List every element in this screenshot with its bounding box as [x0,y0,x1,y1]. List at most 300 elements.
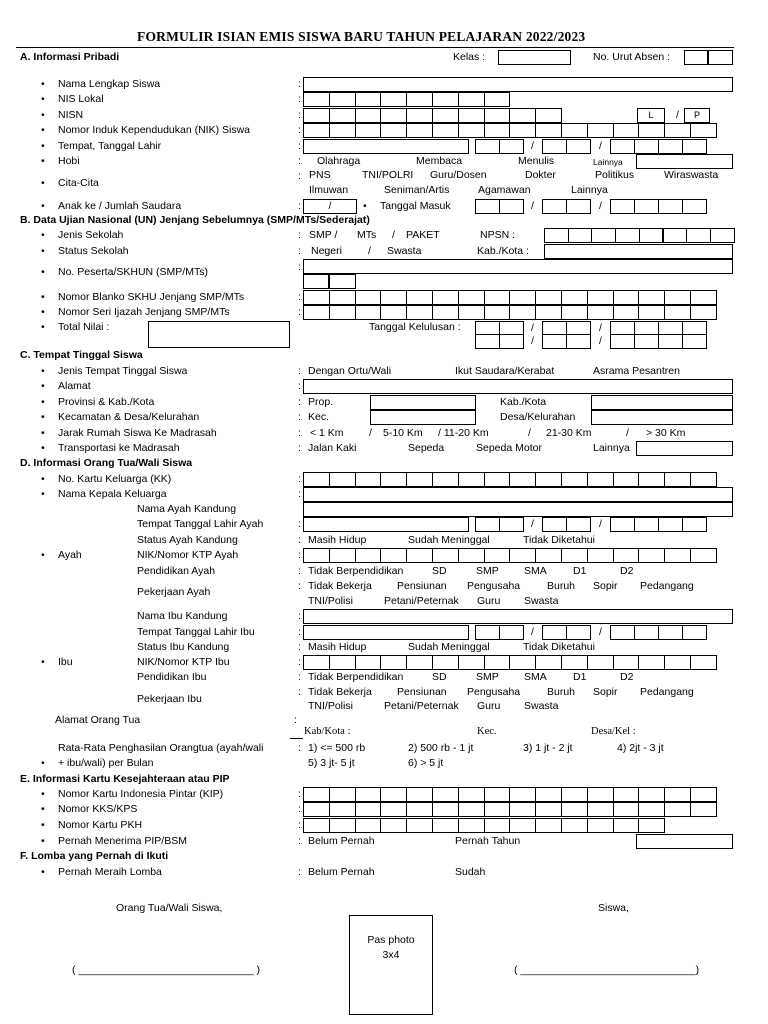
char-box[interactable] [561,305,588,320]
char-box[interactable] [355,108,382,123]
char-box[interactable] [591,228,616,243]
pip-belum[interactable]: Belum Pernah [308,835,375,847]
char-box[interactable] [535,655,562,670]
pip-tahun-field[interactable] [636,834,733,849]
char-box[interactable] [690,472,717,487]
pend-ibu-d1[interactable]: D1 [573,671,587,683]
hobi-lainnya[interactable]: Lainnya [593,157,623,167]
kerja-ibu-4[interactable]: Sopir [593,686,618,698]
kerja-ayah-7[interactable]: Petani/Peternak [384,595,459,607]
char-box[interactable] [535,108,562,123]
prop-field[interactable] [370,395,476,410]
date-box[interactable] [499,139,524,154]
kab-sekolah-field[interactable] [544,244,733,259]
char-box[interactable] [613,802,640,817]
char-box[interactable] [613,472,640,487]
date-box[interactable] [682,139,707,154]
tinggal-ortu[interactable]: Dengan Ortu/Wali [308,365,392,377]
char-box[interactable] [568,228,593,243]
hobi-membaca[interactable]: Membaca [416,155,463,167]
date-box[interactable] [634,199,659,214]
char-box[interactable] [587,802,614,817]
date-box[interactable] [610,517,635,532]
kabkota-field[interactable] [591,395,733,410]
char-box[interactable] [380,92,407,107]
peserta-box-2[interactable] [329,274,356,289]
char-box[interactable] [561,472,588,487]
char-box[interactable] [303,92,330,107]
date-box[interactable] [499,334,524,349]
cita-politikus[interactable]: Politikus [595,169,635,181]
ayah-hidup[interactable]: Masih Hidup [308,534,367,546]
nama-field[interactable] [303,77,733,92]
date-box[interactable] [634,139,659,154]
char-box[interactable] [406,802,433,817]
char-box[interactable] [329,802,356,817]
date-box[interactable] [610,334,635,349]
peng-1[interactable]: 1) <= 500 rb [308,742,366,754]
date-box[interactable] [566,139,591,154]
char-box[interactable] [432,655,459,670]
char-box[interactable] [690,548,717,563]
char-box[interactable] [710,228,735,243]
kerja-ibu-8[interactable]: Guru [477,700,501,712]
ortu-sign-line[interactable]: ( ______________________________ ) [72,964,261,976]
char-box[interactable] [638,472,665,487]
kerja-ayah-3[interactable]: Buruh [547,580,576,592]
cita-guru[interactable]: Guru/Dosen [430,169,487,181]
tempat-lahir-ayah-field[interactable] [303,517,469,532]
char-box[interactable] [355,818,382,833]
char-box[interactable] [458,290,485,305]
kerja-ibu-1[interactable]: Pensiunan [397,686,447,698]
date-box[interactable] [499,199,524,214]
char-box[interactable] [561,290,588,305]
cita-seniman[interactable]: Seniman/Artis [384,184,450,196]
hobi-lainnya-field[interactable] [636,154,733,169]
char-box[interactable] [664,472,691,487]
char-box[interactable] [613,787,640,802]
char-box[interactable] [686,228,711,243]
tempat-lahir-ibu-field[interactable] [303,625,469,640]
char-box[interactable] [587,290,614,305]
char-box[interactable] [380,472,407,487]
char-box[interactable] [355,787,382,802]
char-box[interactable] [484,472,511,487]
char-box[interactable] [329,92,356,107]
char-box[interactable] [638,818,665,833]
date-box[interactable] [634,625,659,640]
char-box[interactable] [458,818,485,833]
char-box[interactable] [484,123,511,138]
char-box[interactable] [535,787,562,802]
ayah-meninggal[interactable]: Sudah Meninggal [408,534,490,546]
char-box[interactable] [639,228,664,243]
char-box[interactable] [587,655,614,670]
char-box[interactable] [664,123,691,138]
char-box[interactable] [484,92,511,107]
char-box[interactable] [484,108,511,123]
char-box[interactable] [380,655,407,670]
date-box[interactable] [475,334,500,349]
peserta-field-top[interactable] [303,259,733,274]
nilai-field[interactable] [148,321,290,348]
char-box[interactable] [561,548,588,563]
char-box[interactable] [664,655,691,670]
char-box[interactable] [406,123,433,138]
char-box[interactable] [432,123,459,138]
char-box[interactable] [664,305,691,320]
jarak-2[interactable]: 5-10 Km [383,427,423,439]
char-box[interactable] [613,548,640,563]
char-box[interactable] [303,787,330,802]
char-box[interactable] [458,472,485,487]
pend-ayah-d2[interactable]: D2 [620,565,634,577]
char-box[interactable] [561,123,588,138]
char-box[interactable] [432,472,459,487]
kerja-ayah-1[interactable]: Pensiunan [397,580,447,592]
char-box[interactable] [329,655,356,670]
char-box[interactable] [535,290,562,305]
date-box[interactable] [658,334,683,349]
char-box[interactable] [432,92,459,107]
char-box[interactable] [432,108,459,123]
char-box[interactable] [380,108,407,123]
date-box[interactable] [542,625,567,640]
date-box[interactable] [499,625,524,640]
char-box[interactable] [587,818,614,833]
tempat-lahir-field[interactable] [303,139,469,154]
char-box[interactable] [432,290,459,305]
char-box[interactable] [509,108,536,123]
no-urut-field-1[interactable] [684,50,708,65]
ibu-tidak-diketahui[interactable]: Tidak Diketahui [523,641,595,653]
kerja-ayah-4[interactable]: Sopir [593,580,618,592]
char-box[interactable] [329,123,356,138]
gender-p-box[interactable]: P [684,108,710,123]
date-box[interactable] [682,625,707,640]
date-box[interactable] [499,517,524,532]
char-box[interactable] [458,655,485,670]
char-box[interactable] [535,123,562,138]
status-swasta[interactable]: Swasta [387,245,422,257]
char-box[interactable] [613,818,640,833]
char-box[interactable] [509,548,536,563]
char-box[interactable] [544,228,569,243]
gender-l-box[interactable]: L [637,108,665,123]
kerja-ibu-9[interactable]: Swasta [524,700,559,712]
kec-field[interactable] [370,410,476,425]
peng-6[interactable]: 6) > 5 jt [408,757,444,769]
char-box[interactable] [432,818,459,833]
peng-3[interactable]: 3) 1 jt - 2 jt [523,742,573,754]
desa-field[interactable] [591,410,733,425]
pip-pernah[interactable]: Pernah Tahun [455,835,521,847]
char-box[interactable] [406,787,433,802]
char-box[interactable] [484,548,511,563]
pend-ayah-sd[interactable]: SD [432,565,447,577]
char-box[interactable] [303,655,330,670]
char-box[interactable] [432,787,459,802]
peserta-box-1[interactable] [303,274,329,289]
char-box[interactable] [329,787,356,802]
nama-ibu-field[interactable] [303,609,733,624]
status-negeri[interactable]: Negeri [311,245,342,257]
date-box[interactable] [566,625,591,640]
kerja-ayah-9[interactable]: Swasta [524,595,559,607]
char-box[interactable] [329,108,356,123]
char-box[interactable] [355,305,382,320]
jenis-smp[interactable]: SMP / [309,229,338,241]
tinggal-saudara[interactable]: Ikut Saudara/Kerabat [455,365,555,377]
char-box[interactable] [406,818,433,833]
char-box[interactable] [587,787,614,802]
char-box[interactable] [509,655,536,670]
date-box[interactable] [658,625,683,640]
kerja-ayah-6[interactable]: TNI/Polisi [308,595,353,607]
jarak-4[interactable]: 21-30 Km [546,427,592,439]
char-box[interactable] [509,818,536,833]
kerja-ayah-2[interactable]: Pengusaha [467,580,521,592]
date-box[interactable] [610,625,635,640]
kerja-ibu-5[interactable]: Pedangang [640,686,694,698]
char-box[interactable] [615,228,640,243]
char-box[interactable] [664,802,691,817]
trans-sepeda[interactable]: Sepeda [408,442,445,454]
cita-lainnya[interactable]: Lainnya [571,184,608,196]
char-box[interactable] [535,472,562,487]
char-box[interactable] [355,655,382,670]
char-box[interactable] [587,472,614,487]
date-box[interactable] [658,517,683,532]
ibu-meninggal[interactable]: Sudah Meninggal [408,641,490,653]
char-box[interactable] [484,290,511,305]
char-box[interactable] [561,787,588,802]
char-box[interactable] [458,92,485,107]
char-box[interactable] [458,787,485,802]
char-box[interactable] [509,787,536,802]
nama-ayah-field[interactable] [303,502,733,517]
ibu-hidup[interactable]: Masih Hidup [308,641,367,653]
kepala-field[interactable] [303,487,733,502]
alamat-field[interactable] [303,379,733,394]
date-box[interactable] [634,334,659,349]
date-box[interactable] [475,139,500,154]
char-box[interactable] [484,802,511,817]
char-box[interactable] [355,92,382,107]
jarak-3[interactable]: / 11-20 Km [438,427,489,439]
char-box[interactable] [355,472,382,487]
char-box[interactable] [664,548,691,563]
char-box[interactable] [303,123,330,138]
siswa-sign-line[interactable]: ( ______________________________) [514,964,700,976]
date-box[interactable] [682,199,707,214]
date-box[interactable] [542,139,567,154]
char-box[interactable] [663,228,688,243]
char-box[interactable] [406,655,433,670]
char-box[interactable] [484,655,511,670]
lomba-sudah[interactable]: Sudah [455,866,486,878]
char-box[interactable] [458,802,485,817]
date-box[interactable] [542,334,567,349]
char-box[interactable] [587,305,614,320]
char-box[interactable] [355,290,382,305]
char-box[interactable] [380,290,407,305]
char-box[interactable] [638,123,665,138]
pend-ibu-sma[interactable]: SMA [524,671,547,683]
char-box[interactable] [613,655,640,670]
ayah-tidak-diketahui[interactable]: Tidak Diketahui [523,534,595,546]
char-box[interactable] [509,123,536,138]
kerja-ayah-5[interactable]: Pedangang [640,580,694,592]
char-box[interactable] [458,548,485,563]
date-box[interactable] [610,199,635,214]
date-box[interactable] [542,517,567,532]
char-box[interactable] [638,655,665,670]
anak-saudara-field[interactable]: / [303,199,357,214]
cita-wiraswasta[interactable]: Wiraswasta [664,169,719,181]
char-box[interactable] [638,787,665,802]
peng-2[interactable]: 2) 500 rb - 1 jt [408,742,474,754]
char-box[interactable] [690,290,717,305]
no-urut-field-2[interactable] [708,50,733,65]
char-box[interactable] [406,290,433,305]
trans-motor[interactable]: Sepeda Motor [476,442,542,454]
pend-ayah-0[interactable]: Tidak Berpendidikan [308,565,404,577]
char-box[interactable] [535,802,562,817]
char-box[interactable] [380,548,407,563]
char-box[interactable] [509,802,536,817]
char-box[interactable] [690,802,717,817]
date-box[interactable] [566,517,591,532]
char-box[interactable] [380,818,407,833]
char-box[interactable] [535,548,562,563]
char-box[interactable] [561,655,588,670]
date-box[interactable] [475,517,500,532]
char-box[interactable] [380,123,407,138]
date-box[interactable] [634,517,659,532]
kerja-ibu-6[interactable]: TNI/Polisi [308,700,353,712]
char-box[interactable] [432,305,459,320]
char-box[interactable] [406,92,433,107]
char-box[interactable] [303,818,330,833]
char-box[interactable] [638,548,665,563]
char-box[interactable] [509,290,536,305]
cita-pns[interactable]: PNS [309,169,331,181]
tinggal-asrama[interactable]: Asrama Pesantren [593,365,680,377]
char-box[interactable] [432,548,459,563]
kerja-ibu-3[interactable]: Buruh [547,686,576,698]
char-box[interactable] [329,290,356,305]
trans-jalan[interactable]: Jalan Kaki [308,442,357,454]
jenis-paket[interactable]: PAKET [406,229,440,241]
trans-lainnya[interactable]: Lainnya [593,442,630,454]
char-box[interactable] [638,802,665,817]
char-box[interactable] [303,548,330,563]
char-box[interactable] [458,123,485,138]
jarak-1[interactable]: < 1 Km [310,427,344,439]
char-box[interactable] [406,472,433,487]
trans-lainnya-field[interactable] [636,441,733,456]
pend-ibu-0[interactable]: Tidak Berpendidikan [308,671,404,683]
pend-ibu-d2[interactable]: D2 [620,671,634,683]
char-box[interactable] [587,123,614,138]
char-box[interactable] [432,802,459,817]
date-box[interactable] [682,334,707,349]
kerja-ibu-2[interactable]: Pengusaha [467,686,521,698]
char-box[interactable] [458,108,485,123]
char-box[interactable] [561,802,588,817]
char-box[interactable] [303,305,330,320]
lomba-belum[interactable]: Belum Pernah [308,866,375,878]
kerja-ayah-0[interactable]: Tidak Bekerja [308,580,372,592]
char-box[interactable] [355,123,382,138]
date-box[interactable] [610,139,635,154]
char-box[interactable] [303,108,330,123]
date-box[interactable] [542,199,567,214]
char-box[interactable] [561,818,588,833]
char-box[interactable] [509,305,536,320]
date-box[interactable] [658,139,683,154]
kerja-ayah-8[interactable]: Guru [477,595,501,607]
char-box[interactable] [690,655,717,670]
pend-ayah-sma[interactable]: SMA [524,565,547,577]
char-box[interactable] [638,305,665,320]
char-box[interactable] [303,290,330,305]
hobi-olahraga[interactable]: Olahraga [317,155,361,167]
kerja-ibu-0[interactable]: Tidak Bekerja [308,686,372,698]
kerja-ibu-7[interactable]: Petani/Peternak [384,700,459,712]
char-box[interactable] [329,818,356,833]
date-box[interactable] [682,517,707,532]
date-box[interactable] [475,625,500,640]
kelas-field[interactable] [498,50,571,65]
char-box[interactable] [664,290,691,305]
char-box[interactable] [613,305,640,320]
pend-ayah-d1[interactable]: D1 [573,565,587,577]
pend-ayah-smp[interactable]: SMP [476,565,499,577]
char-box[interactable] [587,548,614,563]
char-box[interactable] [690,787,717,802]
cita-ilmuwan[interactable]: Ilmuwan [309,184,349,196]
char-box[interactable] [329,548,356,563]
jenis-mts[interactable]: MTs [357,229,377,241]
char-box[interactable] [458,305,485,320]
date-box[interactable] [475,199,500,214]
char-box[interactable] [613,290,640,305]
char-box[interactable] [690,123,717,138]
char-box[interactable] [509,472,536,487]
char-box[interactable] [406,305,433,320]
char-box[interactable] [406,548,433,563]
char-box[interactable] [535,818,562,833]
char-box[interactable] [535,305,562,320]
cita-agamawan[interactable]: Agamawan [478,184,531,196]
char-box[interactable] [638,290,665,305]
char-box[interactable] [484,787,511,802]
cita-dokter[interactable]: Dokter [525,169,556,181]
peng-4[interactable]: 4) 2jt - 3 jt [617,742,664,754]
char-box[interactable] [355,548,382,563]
char-box[interactable] [406,108,433,123]
char-box[interactable] [355,802,382,817]
char-box[interactable] [613,123,640,138]
char-box[interactable] [380,802,407,817]
char-box[interactable] [303,472,330,487]
char-box[interactable] [484,818,511,833]
char-box[interactable] [329,472,356,487]
pend-ibu-sd[interactable]: SD [432,671,447,683]
